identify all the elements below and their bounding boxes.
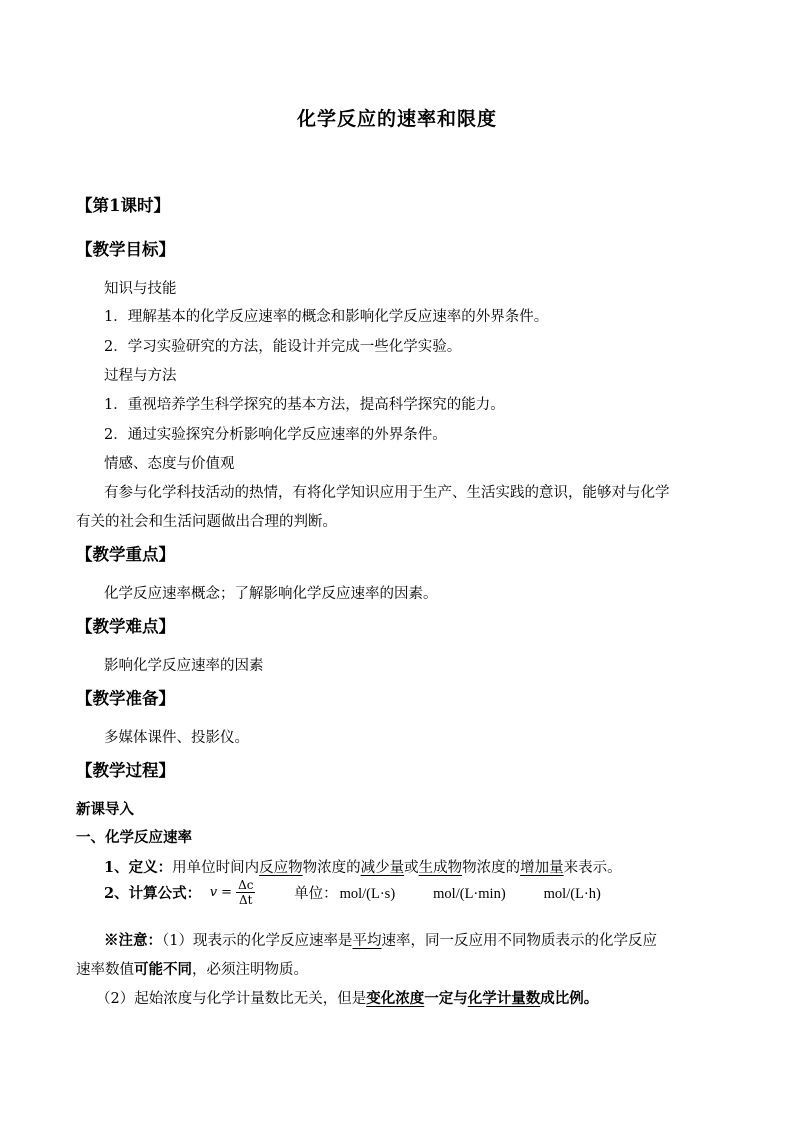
process-heading: 【教学过程】 [76,761,175,780]
note2-line [96,987,598,1008]
definition-text: 物浓度的 [302,860,361,876]
formula-fraction [236,878,255,907]
note1-may-differ: 可能不同 [134,961,192,978]
goals-heading: 【教学目标】 [76,240,175,259]
note-label: ※注意： [104,932,162,949]
note2-coefficient: 化学计量数 [467,990,541,1007]
unit-per-hour: mol/(L·h) [543,886,601,902]
lesson-heading: 【第1课时】 [76,196,170,215]
definition-product: 生成物 [418,860,463,876]
note1-line1 [104,929,657,950]
difficulties-text: 影响化学反应速率的因素 [104,658,264,674]
note1-line2 [76,958,308,979]
formula-denominator: Δt [239,893,253,907]
knowledge-item-2: 2．学习实验研究的方法，能设计并完成一些化学实验。 [104,339,462,355]
note1-text: （1）现表示的化学反应速率是 [162,933,353,949]
knowledge-title: 知识与技能 [104,281,177,297]
definition-text: 来表示。 [563,860,622,876]
section-rate-heading: 一、化学反应速率 [76,829,192,846]
note1-text: 速率，同一反应用不同物质表示的化学反应 [381,933,657,949]
preparation-heading: 【教学准备】 [76,689,175,708]
note2-text: 成比例。 [540,990,599,1007]
note1-text: 速率数值 [76,962,134,978]
definition-increase: 增加量 [520,860,564,876]
emotion-title: 情感、态度与价值观 [104,456,235,472]
formula-label: 2、计算公式： [104,885,202,902]
key-points-heading: 【教学重点】 [76,545,175,564]
process-item-1: 1．重视培养学生科学探究的基本方法，提高科学探究的能力。 [104,397,505,413]
formula-v: v = [209,885,233,900]
intro-label: 新课导入 [76,801,134,818]
note2-change-concentration: 变化浓度 [366,990,425,1007]
knowledge-item-1: 1．理解基本的化学反应速率的概念和影响化学反应速率的外界条件。 [104,309,549,325]
unit-per-minute: mol/(L·min) [433,886,506,902]
definition-line [104,856,622,877]
emotion-text-line1: 有参与化学科技活动的热情，有将化学知识应用于生产、生活实践的意识，能够对与化学 [104,485,670,501]
unit-label: 单位： [294,886,338,902]
process-title: 过程与方法 [104,368,177,384]
definition-text: 物浓度的 [462,860,521,876]
definition-label: 1、定义： [104,859,173,876]
note2-text: （2）起始浓度与化学计量数比无关，但是 [96,991,367,1007]
key-points-text: 化学反应速率概念；了解影响化学反应速率的因素。 [104,586,438,602]
emotion-text-line2: 有关的社会和生活问题做出合理的判断。 [76,514,337,530]
definition-decrease: 减少量 [360,860,405,876]
definition-text: 或 [404,860,419,876]
formula-line [104,878,601,907]
note2-text: 一定与 [424,990,468,1007]
formula-numerator: Δc [238,878,254,892]
preparation-text: 多媒体课件、投影仪。 [104,730,249,746]
definition-reactant: 反应物 [259,860,303,876]
process-item-2: 2．通过实验探究分析影响化学反应速率的外界条件。 [104,427,447,443]
difficulties-heading: 【教学难点】 [76,617,175,636]
document-title: 化学反应的速率和限度 [296,108,497,130]
unit-group [260,886,601,902]
note1-text: ，必须注明物质。 [192,962,308,978]
definition-text: 用单位时间内 [172,860,260,876]
note1-average: 平均 [352,933,382,949]
unit-per-second: mol/(L·s) [339,886,396,902]
